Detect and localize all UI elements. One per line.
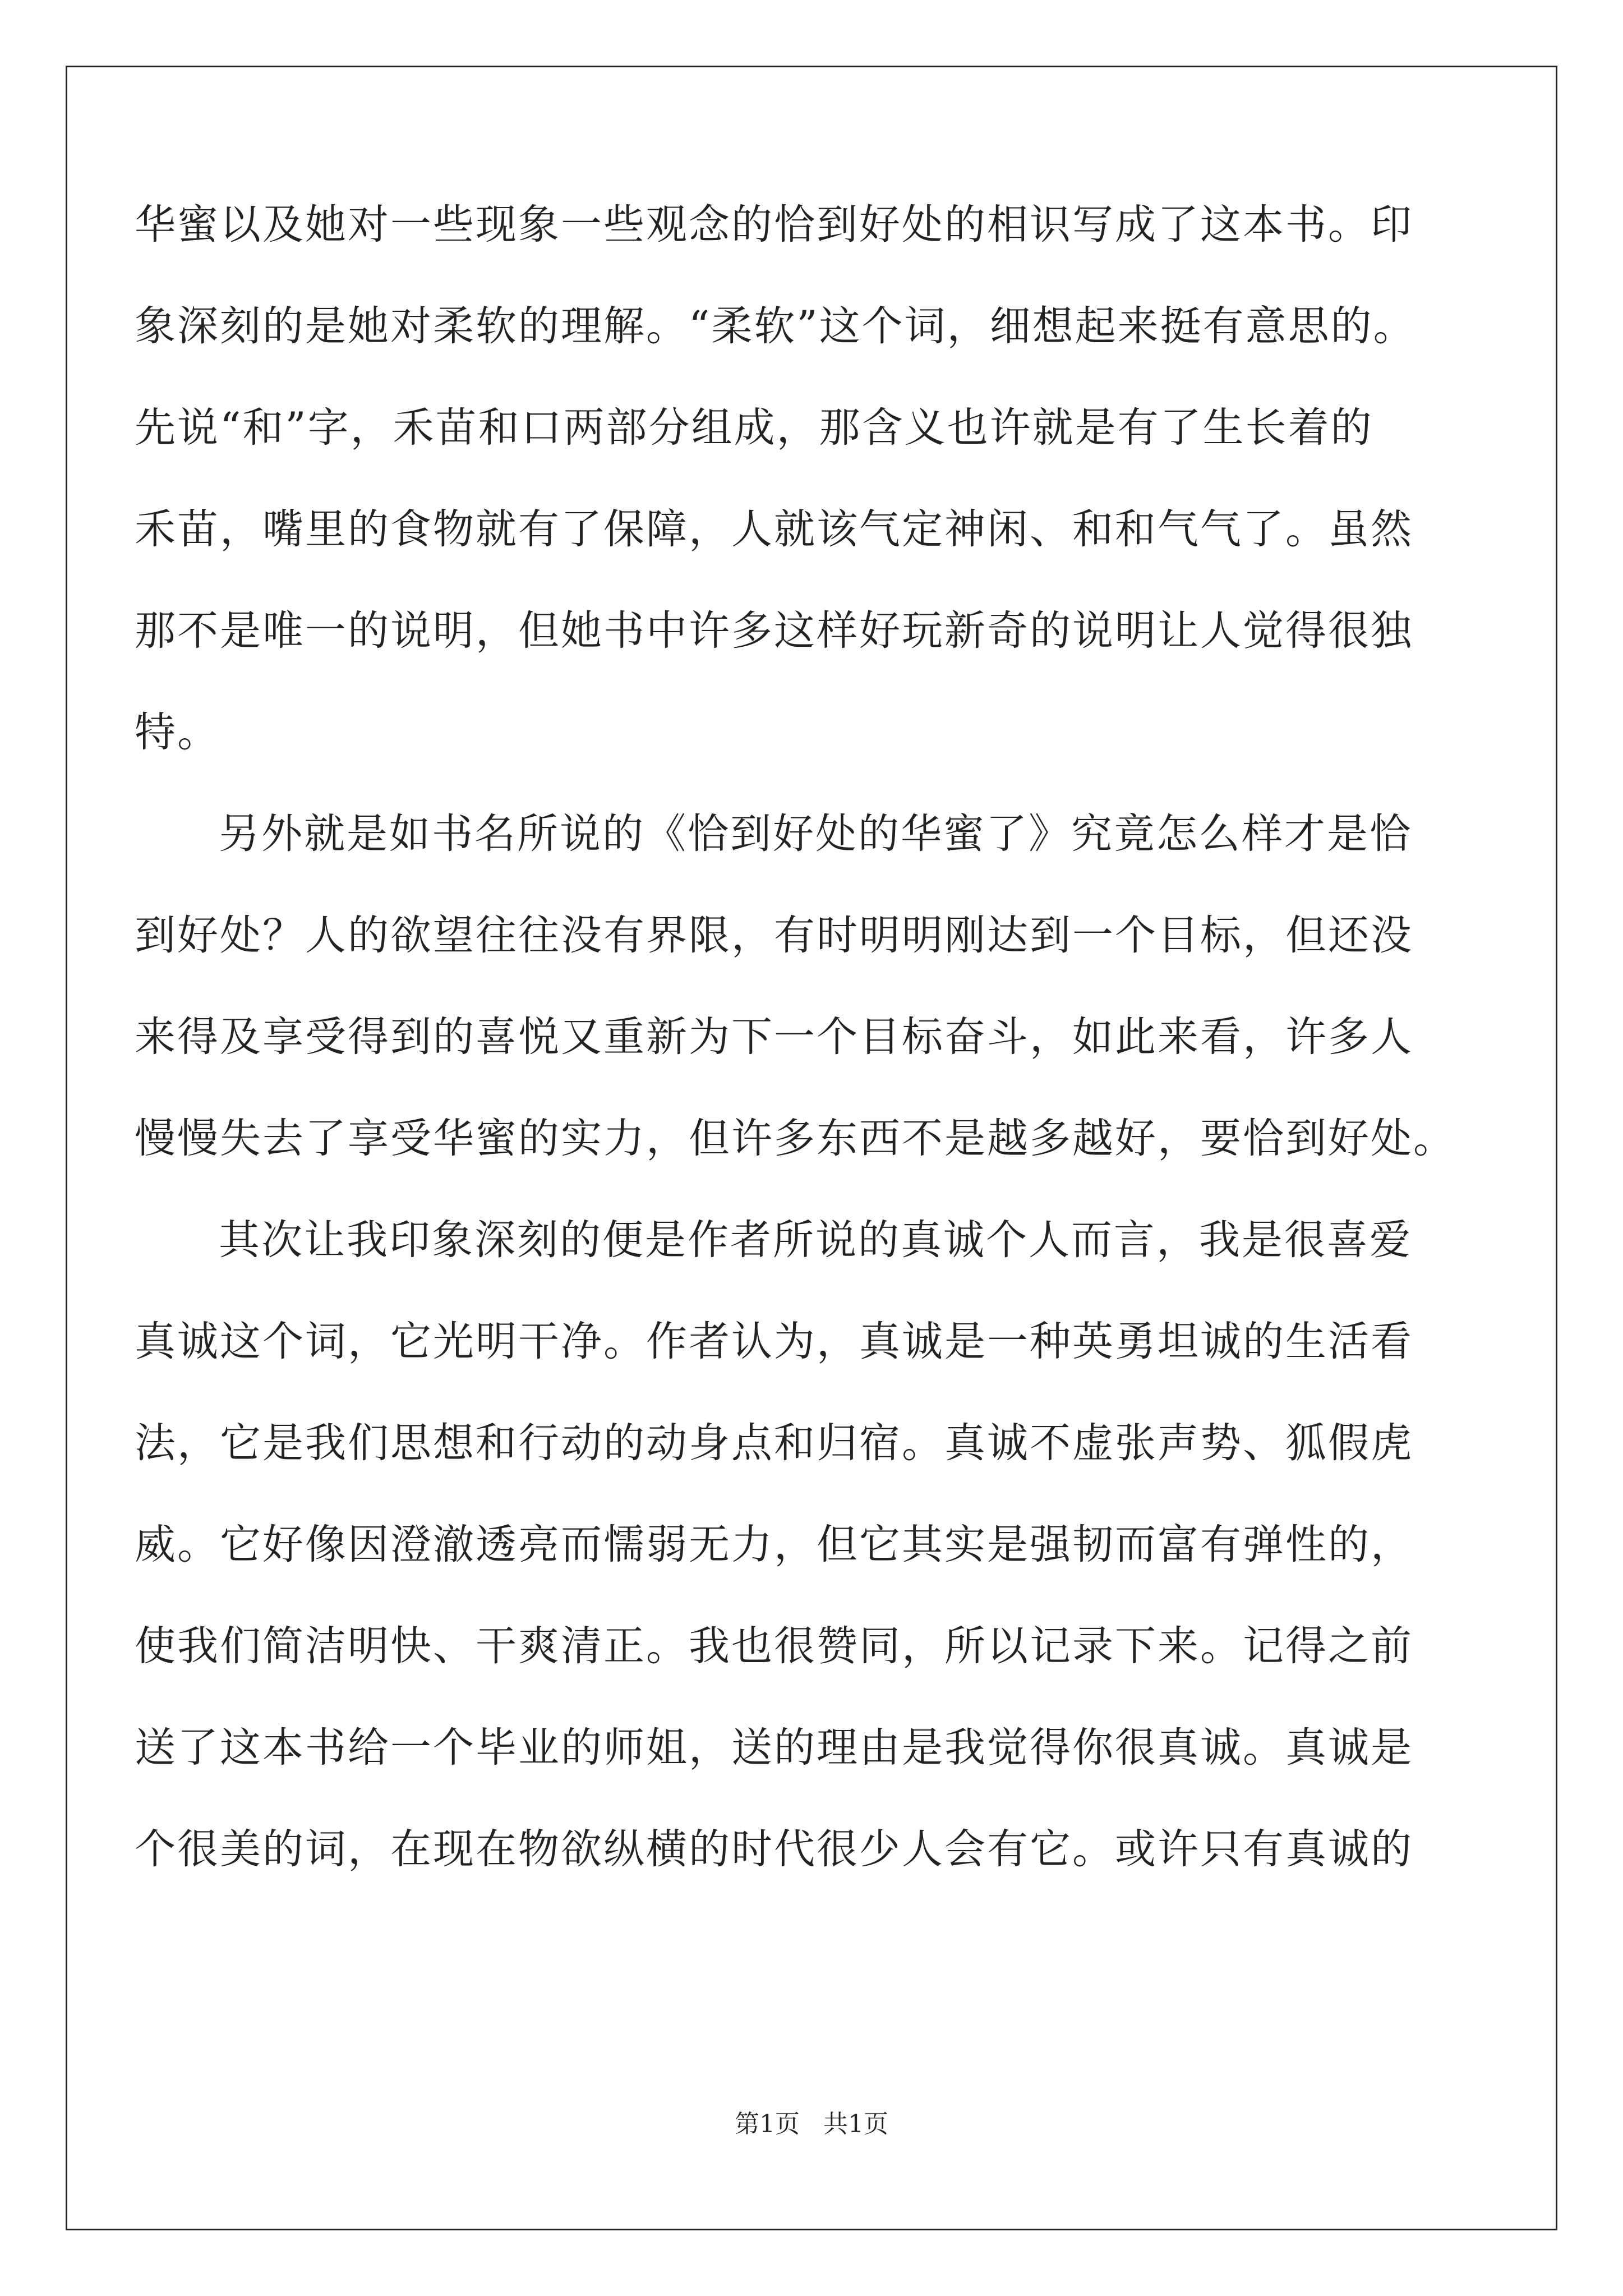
- text-line: 送了这本书给一个毕业的师姐，送的理由是我觉得你很真诚。真诚是: [135, 1724, 1413, 1772]
- text-line: 个很美的词，在现在物欲纵横的时代很少人会有它。或许只有真诚的: [135, 1825, 1413, 1873]
- text-line: 真诚这个词，它光明干净。作者认为，真诚是一种英勇坦诚的生活看: [135, 1318, 1413, 1365]
- text-line: 那不是唯一的说明，但她书中许多这样好玩新奇的说明让人觉得很独: [135, 607, 1413, 655]
- text-line: 使我们简洁明快、干爽清正。我也很赞同，所以记录下来。记得之前: [135, 1622, 1413, 1670]
- text-line: 另外就是如书名所说的《恰到好处的华蜜了》究竟怎么样才是恰: [219, 810, 1412, 858]
- text-line: 先说“和”字，禾苗和口两部分组成，那含义也许就是有了生长着的: [135, 404, 1373, 452]
- text-line: 特。: [135, 708, 220, 756]
- document-body: [135, 174, 1492, 1900]
- text-line: 华蜜以及她对一些现象一些观念的恰到好处的相识写成了这本书。印: [135, 201, 1413, 249]
- text-line: 象深刻的是她对柔软的理解。“柔软”这个词，细想起来挺有意思的。: [135, 302, 1416, 350]
- page-footer: 第1页 共1页: [735, 2110, 888, 2138]
- text-line: 其次让我印象深刻的便是作者所说的真诚个人而言，我是很喜爱: [219, 1216, 1412, 1264]
- text-line: 威。它好像因澄澈透亮而懦弱无力，但它其实是强韧而富有弹性的，: [135, 1521, 1413, 1568]
- text-line: 慢慢失去了享受华蜜的实力，但许多东西不是越多越好，要恰到好处。: [135, 1115, 1456, 1162]
- text-line: 法，它是我们思想和行动的动身点和归宿。真诚不虚张声势、狐假虎: [135, 1419, 1413, 1467]
- text-line: 到好处？人的欲望往往没有界限，有时明明刚达到一个目标，但还没: [135, 912, 1413, 959]
- text-line: 禾苗，嘴里的食物就有了保障，人就该气定神闲、和和气气了。虽然: [135, 505, 1413, 553]
- text-line: 来得及享受得到的喜悦又重新为下一个目标奋斗，如此来看，许多人: [135, 1013, 1413, 1061]
